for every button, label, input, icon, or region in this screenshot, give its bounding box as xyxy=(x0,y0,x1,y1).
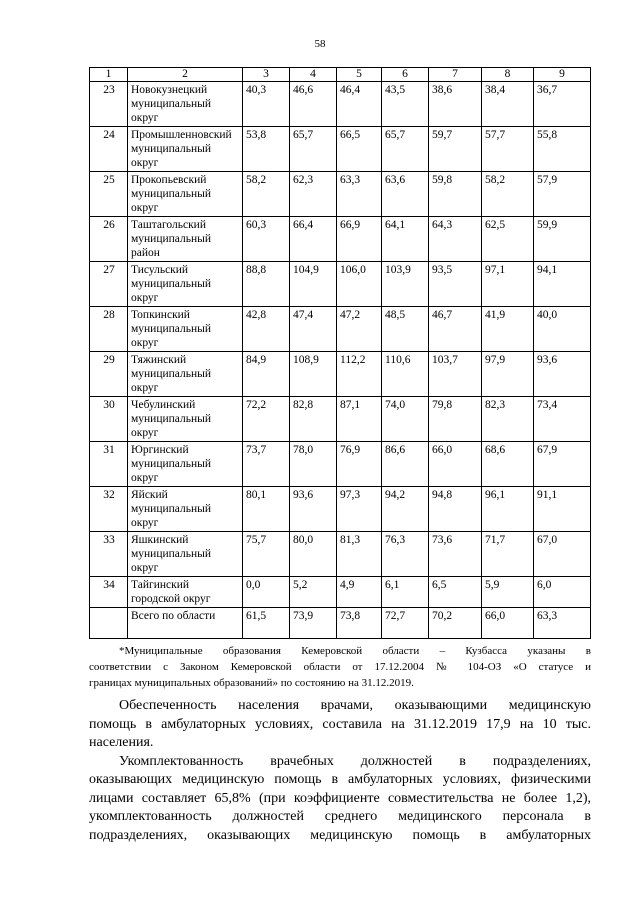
municipality-name-line: муниципальный xyxy=(131,458,212,470)
municipality-name-line: Таштагольский xyxy=(131,219,206,231)
table-row xyxy=(90,442,591,487)
value-cell: 96,1 xyxy=(482,487,534,532)
value-cell: 97,3 xyxy=(337,487,382,532)
row-number-cell: 24 xyxy=(90,127,128,172)
value-cell: 73,6 xyxy=(429,532,482,577)
value-cell: 81,3 xyxy=(337,532,382,577)
value-cell: 103,7 xyxy=(429,352,482,397)
row-number-cell: 30 xyxy=(90,397,128,442)
value-cell: 63,3 xyxy=(337,172,382,217)
value-cell: 36,7 xyxy=(534,82,591,127)
municipality-name-line: Тисульский xyxy=(131,264,189,276)
row-number-cell: 26 xyxy=(90,217,128,262)
municipality-name-line: округ xyxy=(131,202,159,214)
municipality-name-cell xyxy=(128,532,243,577)
municipality-name-line: округ xyxy=(131,337,159,349)
municipality-name-line: Чебулинский xyxy=(131,399,196,411)
value-cell: 6,0 xyxy=(534,577,591,608)
municipality-name-cell xyxy=(128,577,243,608)
table-row xyxy=(90,397,591,442)
footnote-line: соответствии с Законом Кемеровской области от 17.12.2004 № 104-ОЗ «О статусе и xyxy=(89,661,591,673)
municipality-name-line: муниципальный xyxy=(131,233,212,245)
value-cell: 41,9 xyxy=(482,307,534,352)
municipality-name-line: муниципальный xyxy=(131,278,212,290)
value-cell: 55,8 xyxy=(534,127,591,172)
table-row xyxy=(90,217,591,262)
row-number-cell: 25 xyxy=(90,172,128,217)
text-line: помощь в амбулаторных условиях, составила на 31.12.2019 17,9 на 10 тыс. xyxy=(89,716,591,732)
table-row xyxy=(90,577,591,608)
value-cell: 38,4 xyxy=(482,82,534,127)
value-cell: 106,0 xyxy=(337,262,382,307)
value-cell: 5,2 xyxy=(290,577,337,608)
value-cell: 94,8 xyxy=(429,487,482,532)
column-header: 6 xyxy=(382,68,429,82)
value-cell: 74,0 xyxy=(382,397,429,442)
value-cell: 72,2 xyxy=(243,397,290,442)
value-cell: 43,5 xyxy=(382,82,429,127)
value-cell: 110,6 xyxy=(382,352,429,397)
table-row xyxy=(90,487,591,532)
municipality-name-line: Тяжинский xyxy=(131,354,187,366)
table-row xyxy=(90,172,591,217)
value-cell: 104,9 xyxy=(290,262,337,307)
municipality-name-line: Тайгинский xyxy=(131,579,190,591)
value-cell: 66,9 xyxy=(337,217,382,262)
municipality-name-line: район xyxy=(131,247,160,259)
municipality-name-line: Новокузнецкий xyxy=(131,84,208,96)
paragraph xyxy=(89,753,591,846)
value-cell: 71,7 xyxy=(482,532,534,577)
municipality-name-cell xyxy=(128,127,243,172)
municipality-name-line: округ xyxy=(131,112,159,124)
column-header: 7 xyxy=(429,68,482,82)
value-cell: 97,9 xyxy=(482,352,534,397)
value-cell: 0,0 xyxy=(243,577,290,608)
text-line: подразделениях, оказывающих медицинскую помощь в амбулаторных xyxy=(89,827,591,843)
municipality-name-line: муниципальный xyxy=(131,188,212,200)
row-number-cell: 33 xyxy=(90,532,128,577)
value-cell: 47,4 xyxy=(290,307,337,352)
row-number-cell: 34 xyxy=(90,577,128,608)
row-number-cell: 32 xyxy=(90,487,128,532)
table-row xyxy=(90,127,591,172)
table-row xyxy=(90,532,591,577)
value-cell: 58,2 xyxy=(243,172,290,217)
statistics-table xyxy=(89,67,591,639)
total-value-cell: 72,7 xyxy=(382,608,429,639)
value-cell: 93,5 xyxy=(429,262,482,307)
value-cell: 63,6 xyxy=(382,172,429,217)
value-cell: 57,9 xyxy=(534,172,591,217)
value-cell: 68,6 xyxy=(482,442,534,487)
municipality-name-line: Яшкинский xyxy=(131,534,189,546)
value-cell: 57,7 xyxy=(482,127,534,172)
page-number: 58 xyxy=(314,38,326,50)
footnote-line: *Муниципальные образования Кемеровской области – Кузбасса указаны в xyxy=(119,645,591,657)
municipality-name-cell xyxy=(128,442,243,487)
value-cell: 65,7 xyxy=(290,127,337,172)
table-row xyxy=(90,262,591,307)
municipality-name-line: округ xyxy=(131,292,159,304)
column-header: 5 xyxy=(337,68,382,82)
empty-cell xyxy=(90,608,128,639)
body-text xyxy=(89,697,591,845)
value-cell: 75,7 xyxy=(243,532,290,577)
municipality-name-line: округ xyxy=(131,472,159,484)
value-cell: 94,2 xyxy=(382,487,429,532)
value-cell: 66,4 xyxy=(290,217,337,262)
value-cell: 97,1 xyxy=(482,262,534,307)
total-value-cell: 66,0 xyxy=(482,608,534,639)
municipality-name-cell xyxy=(128,217,243,262)
total-value-cell: 63,3 xyxy=(534,608,591,639)
municipality-name-cell xyxy=(128,307,243,352)
row-number-cell: 31 xyxy=(90,442,128,487)
municipality-name-cell xyxy=(128,172,243,217)
value-cell: 94,1 xyxy=(534,262,591,307)
municipality-name-line: городской округ xyxy=(131,593,211,605)
value-cell: 84,9 xyxy=(243,352,290,397)
total-row xyxy=(90,608,591,639)
value-cell: 91,1 xyxy=(534,487,591,532)
value-cell: 47,2 xyxy=(337,307,382,352)
municipality-name-cell xyxy=(128,82,243,127)
total-value-cell: 61,5 xyxy=(243,608,290,639)
value-cell: 86,6 xyxy=(382,442,429,487)
value-cell: 93,6 xyxy=(534,352,591,397)
value-cell: 62,5 xyxy=(482,217,534,262)
value-cell: 64,3 xyxy=(429,217,482,262)
municipality-name-line: округ xyxy=(131,382,159,394)
paragraph xyxy=(89,697,591,753)
text-line: Обеспеченность населения врачами, оказывающими медицинскую xyxy=(119,698,591,713)
value-cell: 6,5 xyxy=(429,577,482,608)
row-number-cell: 28 xyxy=(90,307,128,352)
column-header: 3 xyxy=(243,68,290,82)
value-cell: 46,7 xyxy=(429,307,482,352)
value-cell: 48,5 xyxy=(382,307,429,352)
text-line: лицами составляет 65,8% (при коэффициенте совместительства не более 1,2), xyxy=(89,790,591,806)
value-cell: 76,3 xyxy=(382,532,429,577)
municipality-name-line: округ xyxy=(131,562,159,574)
column-header: 9 xyxy=(534,68,591,82)
municipality-name-line: Юргинский xyxy=(131,444,189,456)
value-cell: 103,9 xyxy=(382,262,429,307)
municipality-name-line: округ xyxy=(131,427,159,439)
value-cell: 78,0 xyxy=(290,442,337,487)
value-cell: 40,3 xyxy=(243,82,290,127)
text-line: оказывающих медицинскую помощь в амбулаторных условиях, физическими xyxy=(89,772,591,787)
value-cell: 87,1 xyxy=(337,397,382,442)
value-cell: 80,0 xyxy=(290,532,337,577)
municipality-name-line: муниципальный xyxy=(131,413,212,425)
municipality-name-line: Промышленновский xyxy=(131,129,232,141)
value-cell: 59,8 xyxy=(429,172,482,217)
total-value-cell: 73,8 xyxy=(337,608,382,639)
text-line: Укомплектованность врачебных должностей в подразделениях, xyxy=(119,753,591,769)
value-cell: 112,2 xyxy=(337,352,382,397)
municipality-name-line: муниципальный xyxy=(131,368,212,380)
municipality-name-line: муниципальный xyxy=(131,548,212,560)
column-header: 2 xyxy=(128,68,243,82)
municipality-name-cell xyxy=(128,352,243,397)
value-cell: 58,2 xyxy=(482,172,534,217)
text-line: населения. xyxy=(89,735,154,750)
row-number-cell: 27 xyxy=(90,262,128,307)
total-value-cell: 70,2 xyxy=(429,608,482,639)
value-cell: 93,6 xyxy=(290,487,337,532)
table-row xyxy=(90,352,591,397)
footnote-line: границах муниципальных образований» по состоянию на 31.12.2019. xyxy=(89,677,414,689)
value-cell: 53,8 xyxy=(243,127,290,172)
value-cell: 66,5 xyxy=(337,127,382,172)
municipality-name-line: Прокопьевский xyxy=(131,174,207,186)
value-cell: 42,8 xyxy=(243,307,290,352)
value-cell: 76,9 xyxy=(337,442,382,487)
value-cell: 62,3 xyxy=(290,172,337,217)
value-cell: 73,7 xyxy=(243,442,290,487)
municipality-name-line: округ xyxy=(131,157,159,169)
table-row xyxy=(90,82,591,127)
total-label-cell: Всего по области xyxy=(128,608,243,639)
value-cell: 108,9 xyxy=(290,352,337,397)
value-cell: 59,7 xyxy=(429,127,482,172)
table-body xyxy=(90,68,591,639)
table-header-row xyxy=(90,68,591,82)
value-cell: 4,9 xyxy=(337,577,382,608)
value-cell: 67,0 xyxy=(534,532,591,577)
text-line: укомплектованность должностей среднего медицинского персонала в xyxy=(89,809,591,824)
municipality-name-line: муниципальный xyxy=(131,503,212,515)
municipality-name-cell xyxy=(128,262,243,307)
municipality-name-line: Яйский xyxy=(131,489,168,501)
municipality-name-cell xyxy=(128,487,243,532)
value-cell: 6,1 xyxy=(382,577,429,608)
value-cell: 73,4 xyxy=(534,397,591,442)
value-cell: 64,1 xyxy=(382,217,429,262)
value-cell: 88,8 xyxy=(243,262,290,307)
value-cell: 40,0 xyxy=(534,307,591,352)
value-cell: 5,9 xyxy=(482,577,534,608)
row-number-cell: 29 xyxy=(90,352,128,397)
municipality-name-line: Топкинский xyxy=(131,309,190,321)
value-cell: 46,6 xyxy=(290,82,337,127)
table-row xyxy=(90,307,591,352)
value-cell: 65,7 xyxy=(382,127,429,172)
municipality-name-line: муниципальный xyxy=(131,323,212,335)
total-value-cell: 73,9 xyxy=(290,608,337,639)
value-cell: 66,0 xyxy=(429,442,482,487)
municipality-name-line: муниципальный xyxy=(131,98,212,110)
value-cell: 82,3 xyxy=(482,397,534,442)
value-cell: 80,1 xyxy=(243,487,290,532)
value-cell: 67,9 xyxy=(534,442,591,487)
value-cell: 38,6 xyxy=(429,82,482,127)
municipality-name-cell xyxy=(128,397,243,442)
municipality-name-line: округ xyxy=(131,517,159,529)
column-header: 1 xyxy=(90,68,128,82)
municipality-name-line: муниципальный xyxy=(131,143,212,155)
value-cell: 60,3 xyxy=(243,217,290,262)
value-cell: 59,9 xyxy=(534,217,591,262)
column-header: 8 xyxy=(482,68,534,82)
value-cell: 79,8 xyxy=(429,397,482,442)
footnote xyxy=(89,643,591,691)
value-cell: 82,8 xyxy=(290,397,337,442)
value-cell: 46,4 xyxy=(337,82,382,127)
column-header: 4 xyxy=(290,68,337,82)
row-number-cell: 23 xyxy=(90,82,128,127)
